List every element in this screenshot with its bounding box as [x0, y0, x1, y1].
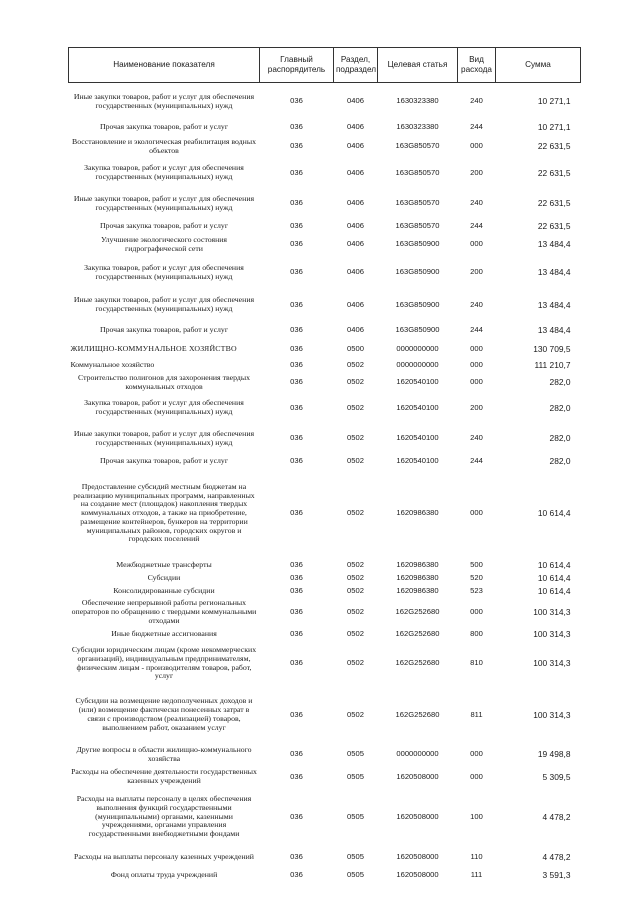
cell-cel: 1620540100 — [396, 402, 439, 412]
table-row — [69, 869, 581, 882]
cell-name: Закупка товаров, работ и услуг для обеспечения государственных (муниципальных) нужд — [84, 262, 244, 281]
cell-razd: 0406 — [347, 96, 364, 106]
cell-vid: 500 — [470, 559, 483, 569]
cell-glav: 036 — [290, 771, 303, 781]
cell-glav: 036 — [290, 198, 303, 208]
cell-sum: 5 309,5 — [542, 771, 571, 782]
cell-name: Субсидии на возмещение недополученных доходов и (или) возмещение фактически понесенных затрат в связи с производством (реализацией) товаров, выполнением работ, оказанием услуг — [75, 696, 253, 732]
cell-cel: 162G252680 — [395, 658, 440, 668]
cell-glav: 036 — [290, 221, 303, 231]
table-row — [69, 641, 581, 687]
cell-cel: 1620540100 — [396, 377, 439, 387]
cell-razd: 0406 — [347, 267, 364, 277]
cell-sum: 100 314,3 — [533, 658, 571, 669]
cell-vid: 000 — [470, 749, 483, 759]
table-row — [69, 135, 581, 159]
cell-name: Субсидии — [147, 572, 181, 582]
cell-sum: 10 614,4 — [537, 508, 571, 519]
cell-vid: 000 — [470, 359, 483, 369]
cell-sum: 100 314,3 — [533, 709, 571, 720]
cell-sum: 282,0 — [549, 377, 571, 388]
cell-sum: 10 271,1 — [537, 96, 571, 107]
table-row — [69, 572, 581, 585]
cell-razd: 0505 — [347, 749, 364, 759]
cell-cel: 163G850900 — [395, 299, 440, 309]
cell-razd: 0406 — [347, 299, 364, 309]
cell-sum: 4 478,2 — [542, 851, 571, 862]
table-row — [69, 766, 581, 789]
cell-cel: 1620986380 — [396, 508, 439, 518]
cell-sum: 3 591,3 — [542, 869, 571, 880]
table-row — [69, 359, 581, 372]
cell-razd: 0505 — [347, 811, 364, 821]
cell-name: Иные закупки товаров, работ и услуг для обеспечения государственных (муниципальных) нужд — [73, 428, 255, 447]
cell-glav: 036 — [290, 869, 303, 879]
table-row — [69, 687, 581, 744]
cell-glav: 036 — [290, 325, 303, 335]
cell-cel: 163G850900 — [395, 239, 440, 249]
budget-table — [68, 47, 581, 882]
cell-sum: 282,0 — [549, 456, 571, 467]
cell-sum: 22 631,5 — [537, 141, 571, 152]
cell-vid: 240 — [470, 433, 483, 443]
cell-cel: 0000000000 — [396, 359, 439, 369]
cell-vid: 200 — [470, 167, 483, 177]
cell-vid: 240 — [470, 299, 483, 309]
cell-sum: 13 484,4 — [537, 239, 571, 250]
cell-cel: 1620986380 — [396, 585, 439, 595]
cell-vid: 244 — [470, 325, 483, 335]
cell-name: ЖИЛИЩНО-КОММУНАЛЬНОЕ ХОЗЯЙСТВО — [70, 344, 237, 354]
table-row — [69, 846, 581, 869]
table-header — [69, 48, 581, 83]
cell-razd: 0502 — [347, 508, 364, 518]
table-row — [69, 159, 581, 188]
cell-sum: 13 484,4 — [537, 299, 571, 310]
table-row — [69, 188, 581, 220]
cell-cel: 0000000000 — [396, 749, 439, 759]
cell-name: Прочая закупка товаров, работ и услуг — [99, 221, 229, 231]
cell-razd: 0502 — [347, 628, 364, 638]
table-row — [69, 598, 581, 628]
cell-vid: 523 — [470, 585, 483, 595]
cell-glav: 036 — [290, 167, 303, 177]
cell-razd: 0406 — [347, 141, 364, 151]
cell-vid: 811 — [470, 709, 483, 719]
cell-cel: 162G252680 — [395, 628, 440, 638]
header-razd: Раздел, подраздел — [334, 48, 378, 83]
cell-sum: 282,0 — [549, 402, 571, 413]
cell-sum: 10 614,4 — [537, 559, 571, 570]
header-row — [69, 48, 581, 83]
cell-vid: 000 — [470, 508, 483, 518]
cell-razd: 0406 — [347, 239, 364, 249]
cell-vid: 244 — [470, 122, 483, 132]
cell-sum: 13 484,4 — [537, 325, 571, 336]
cell-razd: 0502 — [347, 559, 364, 569]
cell-razd: 0502 — [347, 359, 364, 369]
cell-vid: 240 — [470, 96, 483, 106]
cell-vid: 244 — [470, 456, 483, 466]
cell-cel: 1620508000 — [396, 851, 439, 861]
cell-glav: 036 — [290, 658, 303, 668]
cell-sum: 10 614,4 — [537, 572, 571, 583]
cell-vid: 520 — [470, 572, 483, 582]
cell-sum: 111 210,7 — [534, 359, 571, 370]
cell-name: Коммунальное хозяйство — [70, 359, 155, 369]
cell-vid: 000 — [470, 607, 483, 617]
cell-cel: 1630323380 — [396, 122, 439, 132]
cell-vid: 110 — [470, 851, 483, 861]
cell-glav: 036 — [290, 572, 303, 582]
cell-name: Иные бюджетные ассигнования — [111, 628, 217, 638]
cell-name: Улучшение экологического состояния гидрографической сети — [100, 234, 228, 253]
header-sum: Сумма — [496, 48, 581, 83]
cell-razd: 0502 — [347, 572, 364, 582]
cell-cel: 163G850570 — [395, 141, 440, 151]
cell-sum: 19 498,8 — [537, 749, 571, 760]
cell-name: Прочая закупка товаров, работ и услуг — [99, 122, 229, 132]
table-row — [69, 220, 581, 234]
cell-name: Иные закупки товаров, работ и услуг для обеспечения государственных (муниципальных) нужд — [73, 91, 255, 110]
cell-glav: 036 — [290, 96, 303, 106]
cell-glav: 036 — [290, 508, 303, 518]
cell-name: Закупка товаров, работ и услуг для обеспечения государственных (муниципальных) нужд — [84, 398, 244, 416]
cell-glav: 036 — [290, 607, 303, 617]
cell-name: Консолидированные субсидии — [113, 585, 215, 595]
cell-glav: 036 — [290, 456, 303, 466]
cell-razd: 0406 — [347, 221, 364, 231]
cell-vid: 800 — [470, 628, 483, 638]
cell-name: Фонд оплаты труда учреждений — [110, 869, 218, 879]
table-row — [69, 290, 581, 321]
cell-glav: 036 — [290, 585, 303, 595]
cell-razd: 0505 — [347, 869, 364, 879]
cell-vid: 240 — [470, 198, 483, 208]
cell-glav: 036 — [290, 344, 303, 354]
cell-cel: 163G850900 — [395, 325, 440, 335]
cell-vid: 200 — [470, 402, 483, 412]
cell-glav: 036 — [290, 141, 303, 151]
cell-name: Закупка товаров, работ и услуг для обеспечения государственных (муниципальных) нужд — [84, 163, 244, 181]
cell-vid: 100 — [470, 811, 483, 821]
cell-glav: 036 — [290, 299, 303, 309]
cell-vid: 244 — [470, 221, 483, 231]
cell-vid: 200 — [470, 267, 483, 277]
cell-glav: 036 — [290, 628, 303, 638]
table-row — [69, 372, 581, 394]
cell-name: Субсидии юридическим лицам (кроме некоммерческих организаций), индивидуальным предпринимателям, физическим лицам - производителям товаров, работ, услуг — [71, 644, 257, 681]
cell-sum: 100 314,3 — [533, 607, 571, 618]
cell-cel: 1620540100 — [396, 456, 439, 466]
cell-cel: 1630323380 — [396, 96, 439, 106]
cell-cel: 0000000000 — [396, 344, 439, 354]
cell-sum: 10 614,4 — [537, 585, 571, 596]
table-row — [69, 423, 581, 455]
cell-cel: 163G850570 — [395, 198, 440, 208]
cell-cel: 1620508000 — [396, 869, 439, 879]
cell-name: Обеспечение непрерывной работы региональных операторов по обращению с твердыми коммунальными отходами — [71, 598, 257, 625]
cell-razd: 0502 — [347, 658, 364, 668]
cell-cel: 162G252680 — [395, 607, 440, 617]
cell-glav: 036 — [290, 709, 303, 719]
cell-razd: 0406 — [347, 325, 364, 335]
cell-razd: 0502 — [347, 433, 364, 443]
cell-razd: 0500 — [347, 344, 364, 354]
table-row — [69, 744, 581, 766]
table-row — [69, 469, 581, 559]
cell-name: Строительство полигонов для захоронения твердых коммунальных отходов — [77, 372, 250, 391]
header-name: Наименование показателя — [69, 48, 260, 83]
cell-cel: 1620540100 — [396, 433, 439, 443]
cell-cel: 163G850900 — [395, 267, 440, 277]
cell-razd: 0505 — [347, 771, 364, 781]
cell-cel: 163G850570 — [395, 221, 440, 231]
cell-cel: 162G252680 — [395, 709, 440, 719]
cell-cel: 1620508000 — [396, 811, 439, 821]
cell-razd: 0406 — [347, 122, 364, 132]
cell-razd: 0502 — [347, 709, 364, 719]
table-row — [69, 341, 581, 359]
cell-glav: 036 — [290, 559, 303, 569]
cell-glav: 036 — [290, 749, 303, 759]
cell-glav: 036 — [290, 377, 303, 387]
table-row — [69, 585, 581, 598]
cell-vid: 000 — [470, 771, 483, 781]
cell-razd: 0502 — [347, 402, 364, 412]
table-row — [69, 83, 581, 121]
cell-sum: 4 478,2 — [542, 811, 571, 822]
cell-cel: 1620508000 — [396, 771, 439, 781]
cell-name: Иные закупки товаров, работ и услуг для обеспечения государственных (муниципальных) нужд — [73, 295, 255, 313]
cell-razd: 0505 — [347, 851, 364, 861]
cell-glav: 036 — [290, 811, 303, 821]
cell-razd: 0502 — [347, 377, 364, 387]
cell-sum: 13 484,4 — [537, 267, 571, 278]
cell-name: Расходы на обеспечение деятельности государственных казенных учреждений — [71, 767, 257, 785]
table-row — [69, 121, 581, 135]
cell-cel: 1620986380 — [396, 572, 439, 582]
cell-sum: 130 709,5 — [533, 344, 571, 355]
cell-name: Восстановление и экологическая реабилитация водных объектов — [72, 136, 256, 155]
cell-razd: 0502 — [347, 607, 364, 617]
cell-vid: 000 — [470, 377, 483, 387]
cell-name: Иные закупки товаров, работ и услуг для обеспечения государственных (муниципальных) нужд — [73, 193, 255, 212]
cell-sum: 100 314,3 — [533, 628, 571, 639]
cell-vid: 810 — [470, 658, 483, 668]
cell-glav: 036 — [290, 433, 303, 443]
table-row — [69, 789, 581, 846]
cell-vid: 000 — [470, 141, 483, 151]
header-glav: Главный распорядитель — [260, 48, 334, 83]
cell-name: Прочая закупка товаров, работ и услуг — [99, 456, 229, 466]
cell-razd: 0406 — [347, 167, 364, 177]
cell-glav: 036 — [290, 851, 303, 861]
cell-glav: 036 — [290, 239, 303, 249]
cell-glav: 036 — [290, 122, 303, 132]
cell-name: Другие вопросы в области жилищно-коммунального хозяйства — [76, 744, 252, 763]
cell-glav: 036 — [290, 359, 303, 369]
table-row — [69, 455, 581, 469]
table-row — [69, 234, 581, 256]
cell-vid: 000 — [470, 344, 483, 354]
cell-name: Предоставление субсидий местным бюджетам на реализацию муниципальных программ, направленных на создание мест (площадок) накопления твердых коммунальных отходов, а также на приобретение, размещение контейнеров, бункеров на территории муниципальных районов, городских округов и городских поселений — [73, 481, 255, 544]
cell-sum: 282,0 — [549, 433, 571, 444]
cell-cel: 1620986380 — [396, 559, 439, 569]
cell-razd: 0502 — [347, 456, 364, 466]
table-row — [69, 256, 581, 290]
cell-cel: 163G850570 — [395, 167, 440, 177]
cell-glav: 036 — [290, 402, 303, 412]
header-vid: Вид расхода — [458, 48, 496, 83]
table-body — [69, 83, 581, 882]
cell-sum: 22 631,5 — [537, 167, 571, 178]
cell-name: Межбюджетные трансферты — [116, 559, 212, 569]
table-row — [69, 559, 581, 572]
table-row — [69, 394, 581, 423]
cell-glav: 036 — [290, 267, 303, 277]
cell-name: Прочая закупка товаров, работ и услуг — [99, 325, 229, 335]
table-row — [69, 628, 581, 641]
cell-vid: 000 — [470, 239, 483, 249]
table-row — [69, 321, 581, 341]
cell-razd: 0406 — [347, 198, 364, 208]
cell-sum: 22 631,5 — [537, 198, 571, 209]
cell-vid: 111 — [470, 869, 483, 879]
cell-name: Расходы на выплаты персоналу в целях обеспечения выполнения функций государственными (муниципальными) органами, казенными учреждениями, органами управления государственными внебюджетными фондами — [76, 794, 252, 839]
cell-name: Расходы на выплаты персоналу казенных учреждений — [74, 851, 254, 861]
header-cel: Целевая статья — [378, 48, 458, 83]
cell-sum: 22 631,5 — [537, 221, 571, 232]
cell-sum: 10 271,1 — [537, 122, 571, 133]
cell-razd: 0502 — [347, 585, 364, 595]
